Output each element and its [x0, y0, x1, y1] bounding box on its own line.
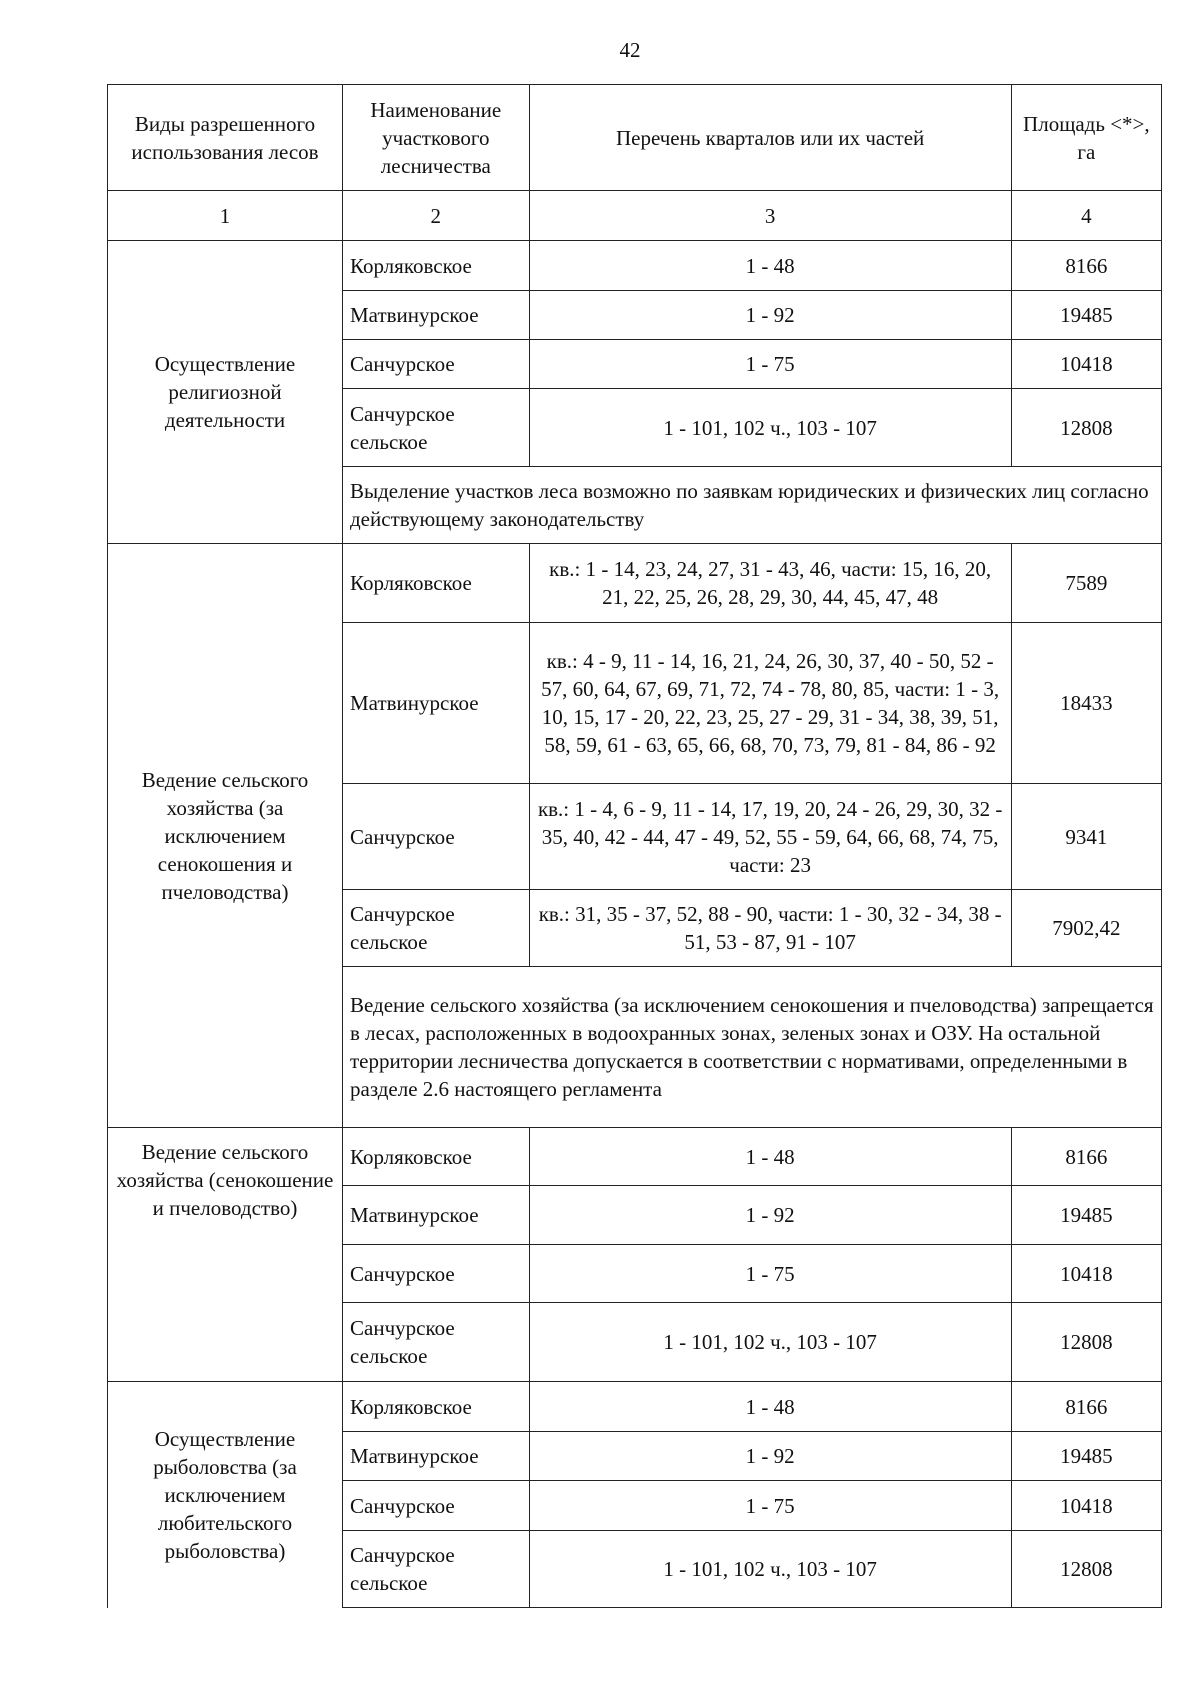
quarters-cell: 1 - 48 — [529, 1128, 1011, 1186]
note-cell: Выделение участков леса возможно по заявкам юридических и физических лиц согласно действующему законодательству — [343, 467, 1162, 544]
area-cell: 8166 — [1011, 1382, 1161, 1432]
table-row — [108, 544, 1162, 623]
area-cell: 19485 — [1011, 291, 1161, 340]
quarters-cell: 1 - 75 — [529, 1245, 1011, 1303]
forestry-cell: Санчурское сельское — [343, 1531, 530, 1608]
forestry-cell: Санчурское — [343, 340, 530, 389]
forestry-cell: Корляковское — [343, 1382, 530, 1432]
quarters-cell: 1 - 75 — [529, 340, 1011, 389]
area-cell: 12808 — [1011, 1303, 1161, 1382]
forestry-cell: Санчурское — [343, 1481, 530, 1531]
area-cell: 7902,42 — [1011, 890, 1161, 967]
page-number: 42 — [619, 38, 641, 62]
header-quarters: Перечень кварталов или их частей — [529, 85, 1011, 191]
quarters-cell: 1 - 48 — [529, 1382, 1011, 1432]
quarters-cell: 1 - 75 — [529, 1481, 1011, 1531]
area-cell: 12808 — [1011, 389, 1161, 467]
area-cell: 8166 — [1011, 1128, 1161, 1186]
forestry-cell: Корляковское — [343, 1128, 530, 1186]
forestry-cell: Санчурское — [343, 1245, 530, 1303]
quarters-cell: 1 - 92 — [529, 291, 1011, 340]
forestry-cell: Матвинурское — [343, 1186, 530, 1245]
area-cell: 19485 — [1011, 1432, 1161, 1481]
quarters-cell: кв.: 1 - 14, 23, 24, 27, 31 - 43, 46, части: 15, 16, 20, 21, 22, 25, 26, 28, 29, 30, 44, 45, 47, 48 — [529, 544, 1011, 623]
forestry-cell: Корляковское — [343, 544, 530, 623]
quarters-cell: кв.: 31, 35 - 37, 52, 88 - 90, части: 1 - 30, 32 - 34, 38 - 51, 53 - 87, 91 - 107 — [529, 890, 1011, 967]
quarters-cell: 1 - 101, 102 ч., 103 - 107 — [529, 389, 1011, 467]
use-kind-cell: Осуществление религиозной деятельности — [108, 241, 343, 544]
area-cell: 7589 — [1011, 544, 1161, 623]
header-forestry: Наименование участкового лесничества — [343, 85, 530, 191]
area-cell: 18433 — [1011, 623, 1161, 784]
column-number-row — [108, 191, 1162, 241]
column-number: 1 — [108, 191, 343, 241]
quarters-cell: 1 - 48 — [529, 241, 1011, 291]
area-cell: 19485 — [1011, 1186, 1161, 1245]
forestry-cell: Матвинурское — [343, 291, 530, 340]
use-kind-cell: Ведение сельского хозяйства (за исключением сенокошения и пчеловодства) — [108, 544, 343, 1128]
area-cell: 8166 — [1011, 241, 1161, 291]
quarters-cell: 1 - 92 — [529, 1432, 1011, 1481]
forestry-cell: Санчурское сельское — [343, 1303, 530, 1382]
use-kind-cell: Осуществление рыболовства (за исключением любительского рыболовства) — [108, 1382, 343, 1608]
forestry-cell: Матвинурское — [343, 1432, 530, 1481]
table-row — [108, 1128, 1162, 1186]
area-cell: 10418 — [1011, 1481, 1161, 1531]
area-cell: 10418 — [1011, 340, 1161, 389]
area-cell: 9341 — [1011, 784, 1161, 890]
forestry-cell: Матвинурское — [343, 623, 530, 784]
quarters-cell: кв.: 1 - 4, 6 - 9, 11 - 14, 17, 19, 20, 24 - 26, 29, 30, 32 - 35, 40, 42 - 44, 47 - 49, 52, 55 - 59, 64, 66, 68, 74, 75, части: 23 — [529, 784, 1011, 890]
forestry-cell: Санчурское сельское — [343, 890, 530, 967]
quarters-cell: кв.: 4 - 9, 11 - 14, 16, 21, 24, 26, 30, 37, 40 - 50, 52 - 57, 60, 64, 67, 69, 71, 72, 74 - 78, 80, 85, части: 1 - 3, 10, 15, 17 - 20, 22, 23, 25, 27 - 29, 31 - 34, 38, 39, 51, 58, 59, 61 - 63, 65, 66, 68, 70, 73, 79, 81 - 84, 86 - 92 — [529, 623, 1011, 784]
forestry-cell: Корляковское — [343, 241, 530, 291]
note-cell: Ведение сельского хозяйства (за исключением сенокошения и пчеловодства) запрещается в лесах, расположенных в водоохранных зонах, зеленых зонах и ОЗУ. На остальной территории лесничества допускается в соответствии с нормативами, определенными в разделе 2.6 настоящего регламента — [343, 967, 1162, 1128]
forestry-cell: Санчурское сельское — [343, 389, 530, 467]
quarters-cell: 1 - 92 — [529, 1186, 1011, 1245]
column-number: 2 — [343, 191, 530, 241]
area-cell: 10418 — [1011, 1245, 1161, 1303]
column-number: 4 — [1011, 191, 1161, 241]
forestry-cell: Санчурское — [343, 784, 530, 890]
table-row — [108, 1382, 1162, 1432]
area-cell: 12808 — [1011, 1531, 1161, 1608]
use-kind-cell: Ведение сельского хозяйства (сенокошение и пчеловодство) — [108, 1128, 343, 1382]
column-number: 3 — [529, 191, 1011, 241]
forest-use-table — [107, 84, 1162, 1608]
header-row — [108, 85, 1162, 191]
quarters-cell: 1 - 101, 102 ч., 103 - 107 — [529, 1303, 1011, 1382]
table-row — [108, 241, 1162, 291]
quarters-cell: 1 - 101, 102 ч., 103 - 107 — [529, 1531, 1011, 1608]
header-kind: Виды разрешенного использования лесов — [108, 85, 343, 191]
header-area: Площадь <*>, га — [1011, 85, 1161, 191]
